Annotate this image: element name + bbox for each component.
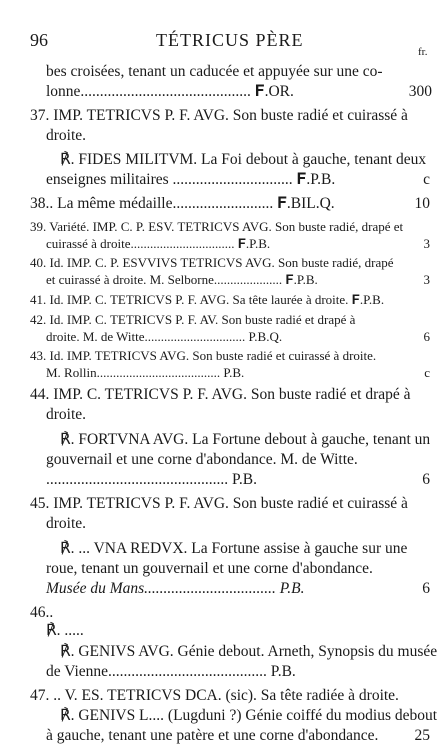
column-label: fr. — [418, 46, 428, 58]
text-line: 43. Id. IMP. TETRICVS AVG. Son buste radié et cuirassé à droite. — [30, 348, 377, 363]
text-line: gouvernail et une corne d'abondance. M. de Witte. — [46, 451, 358, 468]
value-cell: 6 — [422, 471, 430, 488]
text-line: de Vienne......................................... P.B. — [46, 663, 296, 680]
text-line: 46.. — [30, 604, 54, 621]
value-cell: 25 — [414, 727, 430, 744]
text-line: droite. — [46, 515, 87, 532]
text-line: roue, tenant un gouvernail et une corne d'abondance. — [46, 560, 373, 577]
text-line: 39. Variété. IMP. C. P. ESV. TETRICVS AVG. Son buste radié, drapé et — [30, 219, 404, 234]
text-line: à gauche, tenant une patère et une corne d'abondance. — [46, 727, 379, 744]
value-cell: 3 — [423, 272, 430, 287]
text-line: ℟. GENIVS AVG. Génie debout. Arneth, Synopsis du musée — [60, 643, 438, 660]
text-line: cuirassé à droite................................ 𝐅.P.B. — [46, 236, 271, 251]
text-line: 37. IMP. TETRICVS P. F. AVG. Son buste radié et cuirassé à — [30, 107, 408, 124]
value-cell: 6 — [422, 580, 430, 597]
value-cell: c — [423, 171, 430, 188]
text-line: droite. — [46, 127, 87, 144]
text-line: droite. — [46, 406, 87, 423]
text-line: ℟. ... VNA REDVX. La Fortune assise à gauche sur une — [60, 540, 408, 557]
text-line: lonne............................................ 𝐅.OR. — [46, 83, 294, 100]
text-line: M. Rollin...................................... P.B. — [46, 365, 245, 380]
text-line: ℟. FORTVNA AVG. La Fortune debout à gauche, tenant un — [60, 431, 431, 448]
page-number: 96 — [30, 30, 48, 50]
value-cell: 3 — [423, 236, 430, 251]
text-line: droite. M. de Witte............................... P.B.Q. — [46, 329, 283, 344]
text-line: 41. Id. IMP. C. TETRICVS P. F. AVG. Sa tête laurée à droite. 𝐅.P.B. — [30, 292, 385, 307]
text-line: ............................................... P.B. — [46, 471, 257, 488]
text-line: 44. IMP. C. TETRICVS P. F. AVG. Son buste radié et drapé à — [30, 386, 411, 403]
value-cell: 10 — [414, 195, 430, 212]
page-title: TÉTRICUS PÈRE — [156, 30, 304, 50]
text-line: 40. Id. IMP. C. P. ESVVIVS TETRICVS AVG. Son buste radié, drapé — [30, 255, 394, 270]
text-line: 38.. La même médaille.......................... 𝐅.BIL.Q. — [30, 195, 335, 212]
text-line: ℟. GENIVS L.... (Lugduni ?) Génie coiffé du modius debout — [60, 707, 438, 724]
value-cell: 300 — [408, 83, 432, 100]
text-line: bes croisées, tenant un caducée et appuyée sur une co- — [46, 63, 383, 80]
text-line: 42. Id. IMP. C. TETRICVS P. F. AV. Son buste radié et drapé à — [30, 312, 356, 327]
text-line: 47. .. V. ES. TETRICVS DCA. (sic). Sa tête radiée à droite. — [30, 687, 399, 704]
text-line: et cuirassé à droite. M. Selborne..................... 𝐅.P.B. — [46, 272, 318, 287]
text-line: enseignes militaires ............................... 𝐅.P.B. — [46, 171, 336, 188]
text-line: ℟. FIDES MILITVM. La Foi debout à gauche, tenant deux — [60, 151, 427, 168]
text-line: 45. IMP. TETRICVS P. F. AVG. Son buste radié et cuirassé à — [30, 495, 408, 512]
value-cell: 6 — [423, 329, 430, 344]
text-line: ℟. ..... — [46, 622, 84, 639]
value-cell: c — [424, 365, 430, 380]
text-line: Musée du Mans.................................. P.B. — [46, 580, 305, 597]
